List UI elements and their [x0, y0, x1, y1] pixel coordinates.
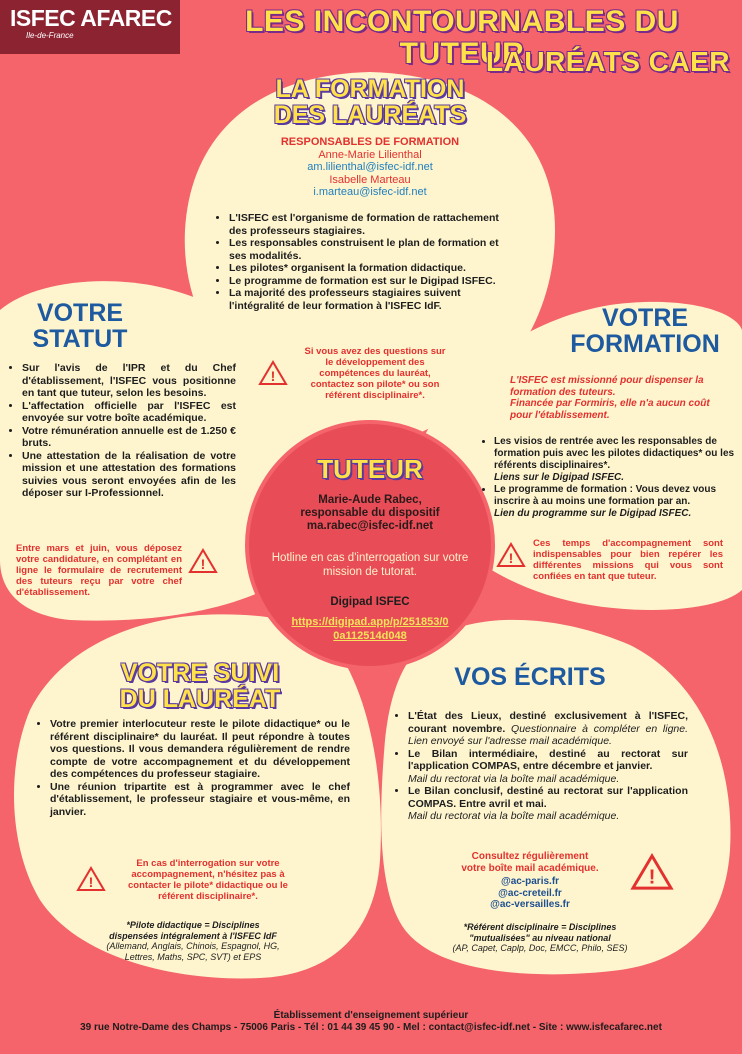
responsables-label: RESPONSABLES DE FORMATION: [280, 136, 460, 148]
svg-text:!: !: [270, 368, 276, 384]
formation-laureats-heading: [235, 76, 505, 128]
programme-link-text[interactable]: Lien du programme sur le Digipad ISFEC.: [494, 508, 692, 519]
consult-line1: Consultez régulièrement: [471, 851, 589, 862]
logo-region: Ile-de-France: [26, 31, 74, 40]
note-line: Lettres, Maths, SPC, SVT) et EPS: [124, 951, 262, 962]
bullet-note: Mail du rectorat via la boîte mail académique.: [408, 772, 620, 785]
bullet-note: Mail du rectorat via la boîte mail académique.: [408, 810, 620, 822]
digipad-label: Digipad ISFEC: [330, 596, 410, 608]
mail-domain: @ac-paris.fr: [500, 876, 560, 887]
statut-warning: Entre mars et juin, vous déposez votre candidature, en complétant en ligne le formulaire de recrutement des tuteurs reçu par votre chef d'établissement.: [16, 543, 182, 598]
votre-formation-heading: [560, 305, 730, 357]
note-line: *Référent disciplinaire = Disciplines: [463, 922, 617, 932]
list-item: [408, 710, 688, 748]
footer: [0, 1010, 742, 1034]
warning-icon: [496, 542, 526, 568]
bullet-text: Le Bilan conclusif, destiné au rectorat sur l'application COMPAS. Entre avril et mai.: [408, 785, 688, 810]
list-item: • Les responsables construisent le plan de formation et ses modalités.: [229, 237, 514, 262]
list-item: • Une attestation de la réalisation de votre mission et une attestation des formations suivies vous seront envoyées afin de les déposer sur I-Professionnel.: [22, 450, 236, 500]
consult-mail: [440, 851, 620, 874]
warning-icon: [630, 852, 674, 892]
tuteur-heading: TUTEUR: [317, 454, 423, 484]
list-item: • L'affectation officielle par l'ISFEC est envoyée sur votre boîte académique.: [22, 400, 236, 425]
heading-line2: DES LAURÉATS: [273, 101, 467, 129]
list-item: [494, 436, 740, 484]
tuteur-contact: [260, 494, 480, 533]
note-line: (AP, Capet, Caplp, Doc, EMCC, Philo, SES): [452, 943, 628, 953]
heading-line1: VOTRE: [601, 304, 689, 332]
list-item: • Les pilotes* organisent la formation didactique.: [229, 262, 514, 275]
footer-line1: Établissement d'enseignement supérieur: [273, 1010, 469, 1021]
suivi-heading: [80, 660, 320, 712]
responsables-block: [225, 136, 515, 199]
heading-line2: STATUT: [32, 325, 128, 353]
note-line: (Allemand, Anglais, Chinois, Espagnol, HG,: [106, 941, 280, 951]
referent-note: [415, 922, 665, 954]
svg-text:!: !: [508, 550, 514, 566]
note-line: "mutualisées" au niveau national: [469, 932, 611, 943]
list-item: • Une réunion tripartite est à programmer avec le chef d'établissement, le professeur stagiaire et vous-même, en janvier.: [50, 781, 350, 819]
list-item: • Votre rémunération annuelle est de 1.250 € bruts.: [22, 425, 236, 450]
svg-text:!: !: [88, 874, 94, 890]
isfec-logo: [0, 0, 180, 54]
votre-formation-list: [478, 436, 740, 520]
statut-list: [6, 362, 236, 500]
page-title-line2: LAURÉATS CAER: [486, 46, 730, 77]
list-item: • Le programme de formation est sur le Digipad ISFEC.: [229, 275, 514, 288]
bullet-text: Le programme de formation : Vous devez vous inscrire à au moins une formation par an.: [494, 484, 717, 507]
list-item: • Sur l'avis de l'IPR et du Chef d'établissement, l'ISFEC vous positionne en tant que tuteur, selon les besoins.: [22, 362, 236, 400]
suivi-warning: En cas d'interrogation sur votre accompagnement, n'hésitez pas à contacter le pilote* didactique ou le référent disciplinaire*.: [128, 858, 288, 902]
consult-line2: votre boîte mail académique.: [461, 862, 599, 874]
list-item: • L'ISFEC est l'organisme de formation de rattachement des professeurs stagiaires.: [229, 212, 514, 237]
note-line: dispensées intégralement à l'ISFEC IdF: [109, 930, 277, 941]
pilote-note: [88, 920, 298, 962]
svg-text:!: !: [200, 556, 206, 572]
mail-domain: @ac-versailles.fr: [490, 899, 570, 910]
note-line: *Pilote didactique = Disciplines: [126, 920, 260, 930]
digipad-link-text[interactable]: Liens sur le Digipad ISFEC.: [494, 472, 625, 483]
responsable-1: Anne-Marie Lilienthal: [318, 148, 422, 161]
intro-line1: L'ISFEC est missionné pour dispenser la formation des tuteurs.: [510, 375, 704, 398]
responsable-2: Isabelle Marteau: [329, 173, 411, 186]
heading-line1: VOTRE SUIVI: [120, 659, 280, 687]
list-item: [408, 785, 688, 823]
ecrits-list: [392, 710, 688, 823]
digipad-link-line2[interactable]: 0a112514d048: [333, 630, 407, 642]
tuteur-name: Marie-Aude Rabec,: [318, 494, 422, 506]
bullet-text: Les visios de rentrée avec les responsables de formation puis avec les pilotes didactiques* ou les référents disciplinaires*.: [494, 436, 735, 471]
warning-icon: [258, 360, 288, 386]
heading-line2: DU LAURÉAT: [119, 685, 281, 713]
tuteur-role: responsable du dispositif: [300, 507, 440, 519]
bullet-note: Questionnaire à compléter en ligne. Lien envoyé sur l'adresse mail académique.: [408, 722, 688, 747]
footer-line2: 39 rue Notre-Dame des Champs - 75006 Paris - Tél : 01 44 39 45 90 - Mel : contact@isfec-idf.net - Site : www.isfecafarec.net: [80, 1022, 662, 1033]
page-title-line1: LES INCONTOURNABLES DU TUTEUR: [245, 5, 679, 70]
list-item: • La majorité des professeurs stagiaires suivent l'intégralité de leur formation à l'ISFEC IdF.: [229, 287, 514, 312]
heading-line1: VOTRE: [36, 299, 124, 327]
formation-laureats-list: [213, 212, 514, 312]
votre-formation-warning: Ces temps d'accompagnement sont indispensables pour bien repérer les différentes missions qui vous sont confiées en tant que tuteur.: [533, 538, 723, 582]
warning-icon: [188, 548, 218, 574]
list-item: [494, 484, 740, 520]
bullet-text: L'État des Lieux, destiné exclusivement à l'ISFEC, courant novembre.: [408, 710, 688, 735]
tuteur-email[interactable]: ma.rabec@isfec-idf.net: [306, 520, 434, 532]
intro-line2: Financée par Formiris, elle n'a aucun coût pour l'établissement.: [510, 398, 710, 421]
heading-line2: FORMATION: [570, 330, 720, 358]
list-item: [408, 748, 688, 786]
ecrits-heading: VOS ÉCRITS: [454, 663, 606, 691]
heading-line1: LA FORMATION: [275, 75, 465, 103]
academic-mails: [440, 876, 620, 911]
mail-domain: @ac-creteil.fr: [498, 887, 562, 899]
tuteur-hotline: Hotline en cas d'interrogation sur votre mission de tutorat.: [271, 552, 469, 578]
warning-icon: [76, 866, 106, 892]
statut-heading: [10, 300, 150, 352]
digipad-link[interactable]: [255, 615, 485, 643]
suivi-list: [34, 718, 350, 818]
formation-laureats-warning: Si vous avez des questions sur le développement des compétences du lauréat, contactez son pilote* ou son référent disciplinaire*.: [304, 346, 446, 401]
list-item: • Votre premier interlocuteur reste le pilote didactique* ou le référent disciplinaire* du lauréat. Il peut répondre à toutes vos questions. Il vous demandera régulièrement de rendre compte de votre accompagnement et du développement des compétences du professeur stagiaire.: [50, 718, 350, 781]
digipad-link-line1[interactable]: https://digipad.app/p/251853/0: [291, 616, 449, 628]
logo-name: ISFEC AFAREC: [10, 5, 172, 31]
svg-text:!: !: [648, 865, 656, 889]
email-2[interactable]: i.marteau@isfec-idf.net: [313, 186, 427, 198]
bullet-text: Le Bilan intermédiaire, destiné au rectorat sur l'application COMPAS, entre décembre et janvier.: [408, 747, 688, 772]
email-1[interactable]: am.lilienthal@isfec-idf.net: [307, 161, 433, 173]
votre-formation-intro: [510, 375, 725, 421]
